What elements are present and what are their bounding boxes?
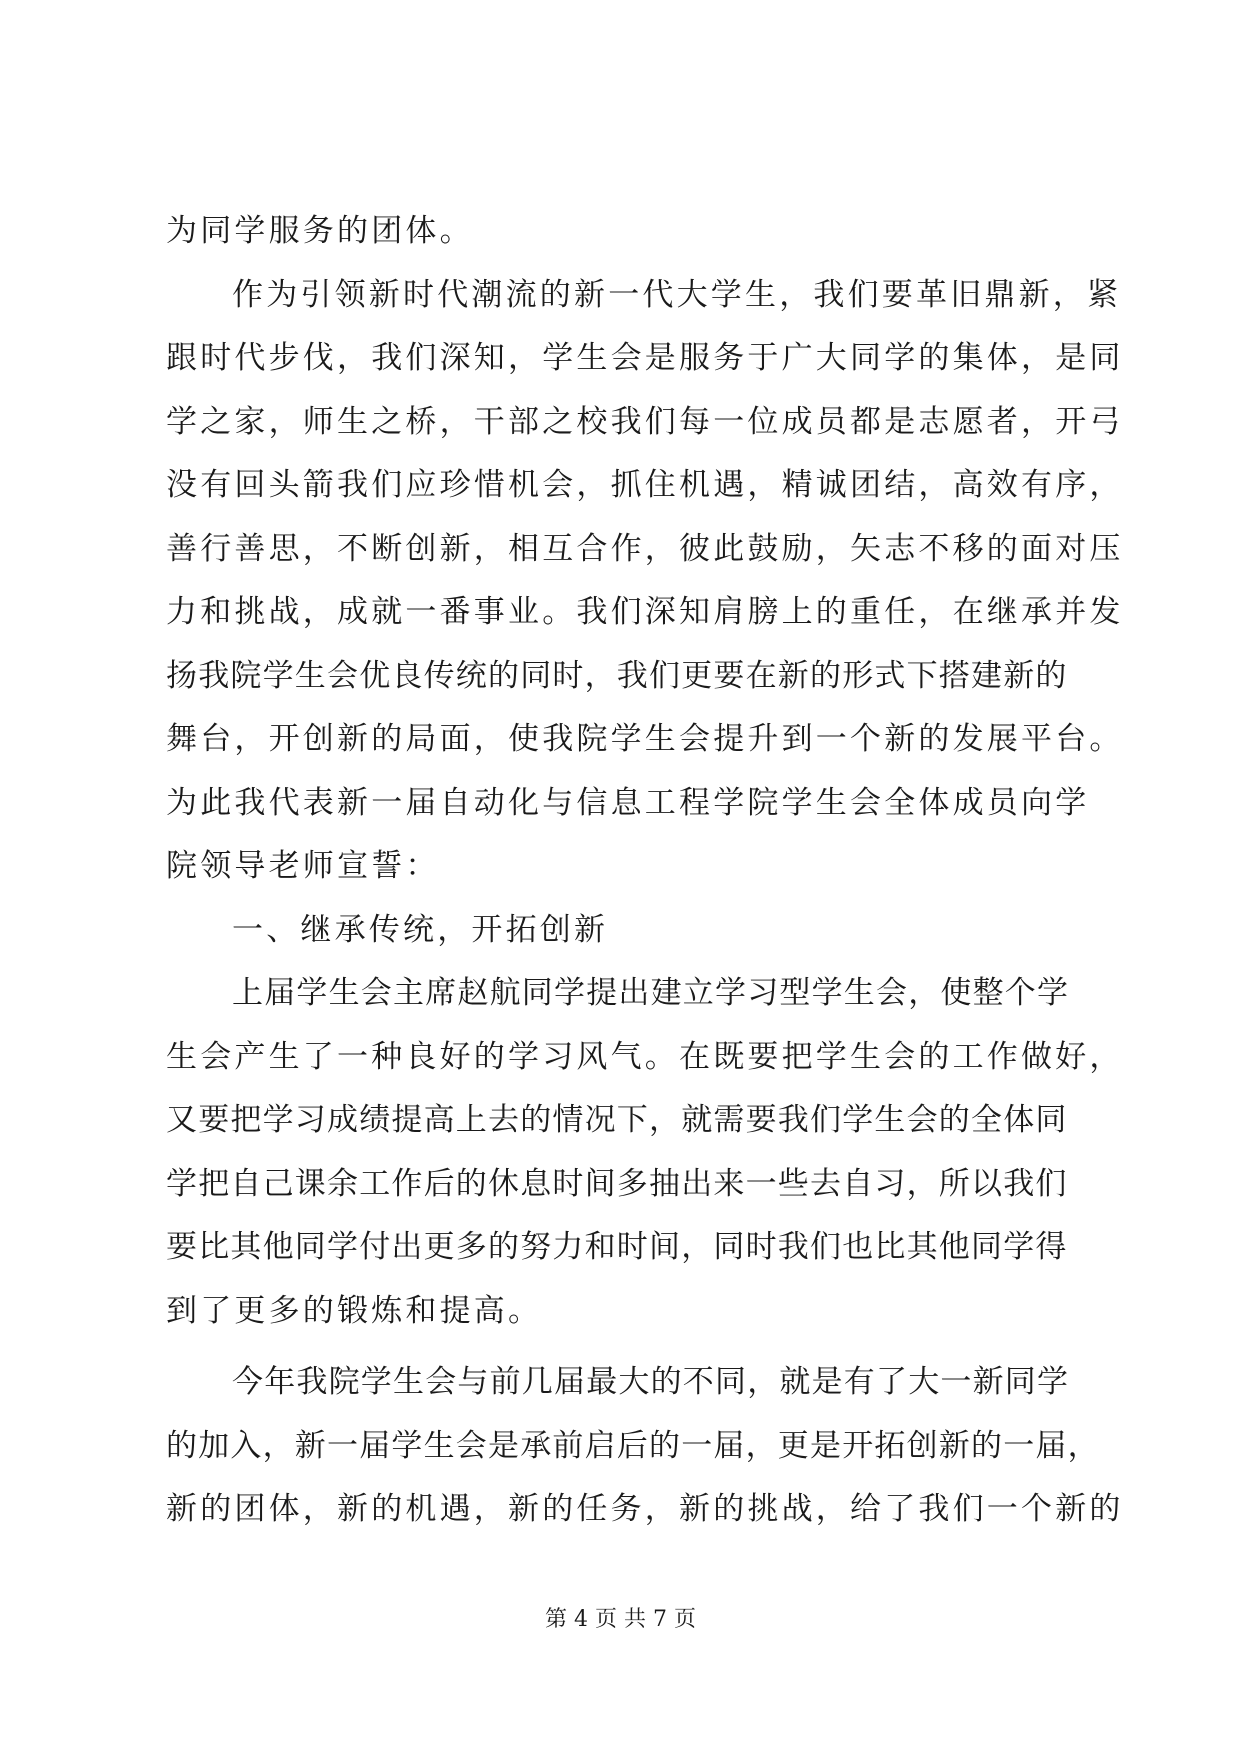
- text-line: 舞台，开创新的局面，使我院学生会提升到一个新的发展平台。: [166, 721, 1124, 757]
- text-line: 学把自己课余工作后的休息时间多抽出来一些去自习，所以我们: [166, 1165, 1068, 1202]
- body-text: [166, 200, 1124, 1542]
- text-line: 又要把学习成绩提高上去的情况下，就需要我们学生会的全体同: [166, 1102, 1068, 1138]
- page-footer: [0, 1605, 1241, 1635]
- text-line: 跟时代步伐，我们深知，学生会是服务于广大同学的集体，是同: [166, 340, 1124, 376]
- page-number: 第 4 页 共 7 页: [545, 1607, 696, 1632]
- paragraph-start-line: 上届学生会主席赵航同学提出建立学习型学生会，使整个学: [232, 975, 1070, 1011]
- text-line: 要比其他同学付出更多的努力和时间，同时我们也比其他同学得: [166, 1229, 1068, 1265]
- text-line: 为同学服务的团体。: [166, 213, 474, 249]
- text-line: 为此我代表新一届自动化与信息工程学院学生会全体成员向学: [166, 784, 1090, 821]
- text-line: 新的团体，新的机遇，新的任务，新的挑战，给了我们一个新的: [166, 1491, 1124, 1527]
- paragraph-start-line: 作为引领新时代潮流的新一代大学生，我们要革旧鼎新，紧: [232, 276, 1122, 313]
- text-line: 的加入，新一届学生会是承前启后的一届，更是开拓创新的一届，: [166, 1427, 1100, 1464]
- text-line: 扬我院学生会优良传统的同时，我们更要在新的形式下搭建新的: [166, 657, 1068, 694]
- text-line: 到了更多的锻炼和提高。: [166, 1292, 543, 1329]
- text-line: 学之家，师生之桥，干部之校我们每一位成员都是志愿者，开弓: [166, 403, 1124, 440]
- text-line: 院领导老师宣誓：: [166, 848, 440, 884]
- text-line: 没有回头箭我们应珍惜机会，抓住机遇，精诚团结，高效有序，: [166, 467, 1124, 503]
- paragraph-start-line: 今年我院学生会与前几届最大的不同，就是有了大一新同学: [232, 1364, 1070, 1400]
- text-line: 生会产生了一种良好的学习风气。在既要把学生会的工作做好，: [166, 1038, 1124, 1075]
- text-line: 力和挑战，成就一番事业。我们深知肩膀上的重任，在继承并发: [166, 594, 1124, 630]
- section-heading: 一、继承传统，开拓创新: [232, 911, 609, 948]
- text-line: 善行善思，不断创新，相互合作，彼此鼓励，矢志不移的面对压: [166, 530, 1124, 567]
